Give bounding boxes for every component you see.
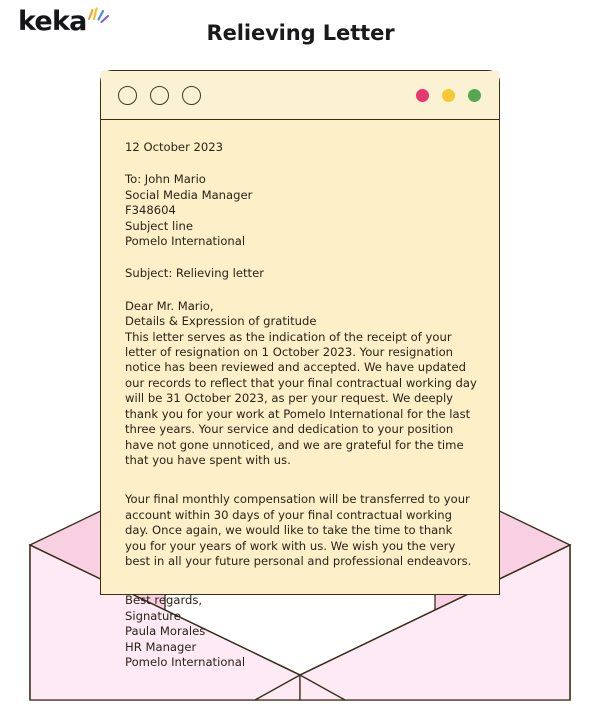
recipient-employee-id: F348604 xyxy=(125,203,176,218)
letter-subject: Subject: Relieving letter xyxy=(125,266,264,281)
titlebar-window-dots xyxy=(416,89,481,102)
closing-regards: Best regards, xyxy=(125,593,203,608)
circle-outline-3[interactable] xyxy=(182,86,201,105)
recipient-company: Pomelo International xyxy=(125,234,246,249)
letter-section-heading: Details & Expression of gratitude xyxy=(125,314,317,329)
closing-sender-name: Paula Morales xyxy=(125,624,206,639)
page-title: Relieving Letter xyxy=(206,21,395,45)
recipient-designation: Social Media Manager xyxy=(125,187,253,202)
letter-content xyxy=(101,120,499,670)
letter-closing-block xyxy=(125,593,477,670)
letter-card[interactable] xyxy=(100,70,500,669)
closing-signature-label: Signature xyxy=(125,608,181,623)
letter-paragraph-2: Your final monthly compensation will be transferred to your account within 30 days of your final contractual working day. Once again, we would like to take the time to thank you for your years of work with us. We wish you the very best in all your future personal and professional endeavors. xyxy=(125,492,472,568)
recipient-to: To: John Mario xyxy=(125,172,206,187)
closing-sender-title: HR Manager xyxy=(125,639,197,654)
dot-pink[interactable] xyxy=(416,89,429,102)
letter-recipient-block xyxy=(125,172,477,249)
letter-date: 12 October 2023 xyxy=(125,140,224,154)
dot-green[interactable] xyxy=(468,89,481,102)
letter-salutation: Dear Mr. Mario, xyxy=(125,298,214,313)
letter-subject-block xyxy=(125,266,477,281)
circle-outline-1[interactable] xyxy=(118,86,137,105)
circle-outline-2[interactable] xyxy=(150,86,169,105)
brand-wordmark: keka xyxy=(18,6,87,37)
recipient-subject-line-label: Subject line xyxy=(125,218,193,233)
closing-sender-company: Pomelo International xyxy=(125,654,246,669)
letter-paragraph-1: This letter serves as the indication of the receipt of your letter of resignation on 1 October 2023. Your resignation notice has been reviewed and accepted. We have updated our records to reflect that your final contractual working day will be 31 October 2023, as per your request. We deeply thank you for your work at Pomelo International for the last three years. Your service and dedication to your position have not gone unnoticed, and we are grateful for the time that you have spent with us. xyxy=(125,329,477,467)
letter-main-block xyxy=(125,299,477,468)
letter-window-titlebar xyxy=(101,71,499,120)
letter-date-block xyxy=(125,140,477,155)
dot-yellow[interactable] xyxy=(442,89,455,102)
letter-paragraph-2-block xyxy=(125,492,477,569)
titlebar-outline-circles xyxy=(118,86,201,105)
